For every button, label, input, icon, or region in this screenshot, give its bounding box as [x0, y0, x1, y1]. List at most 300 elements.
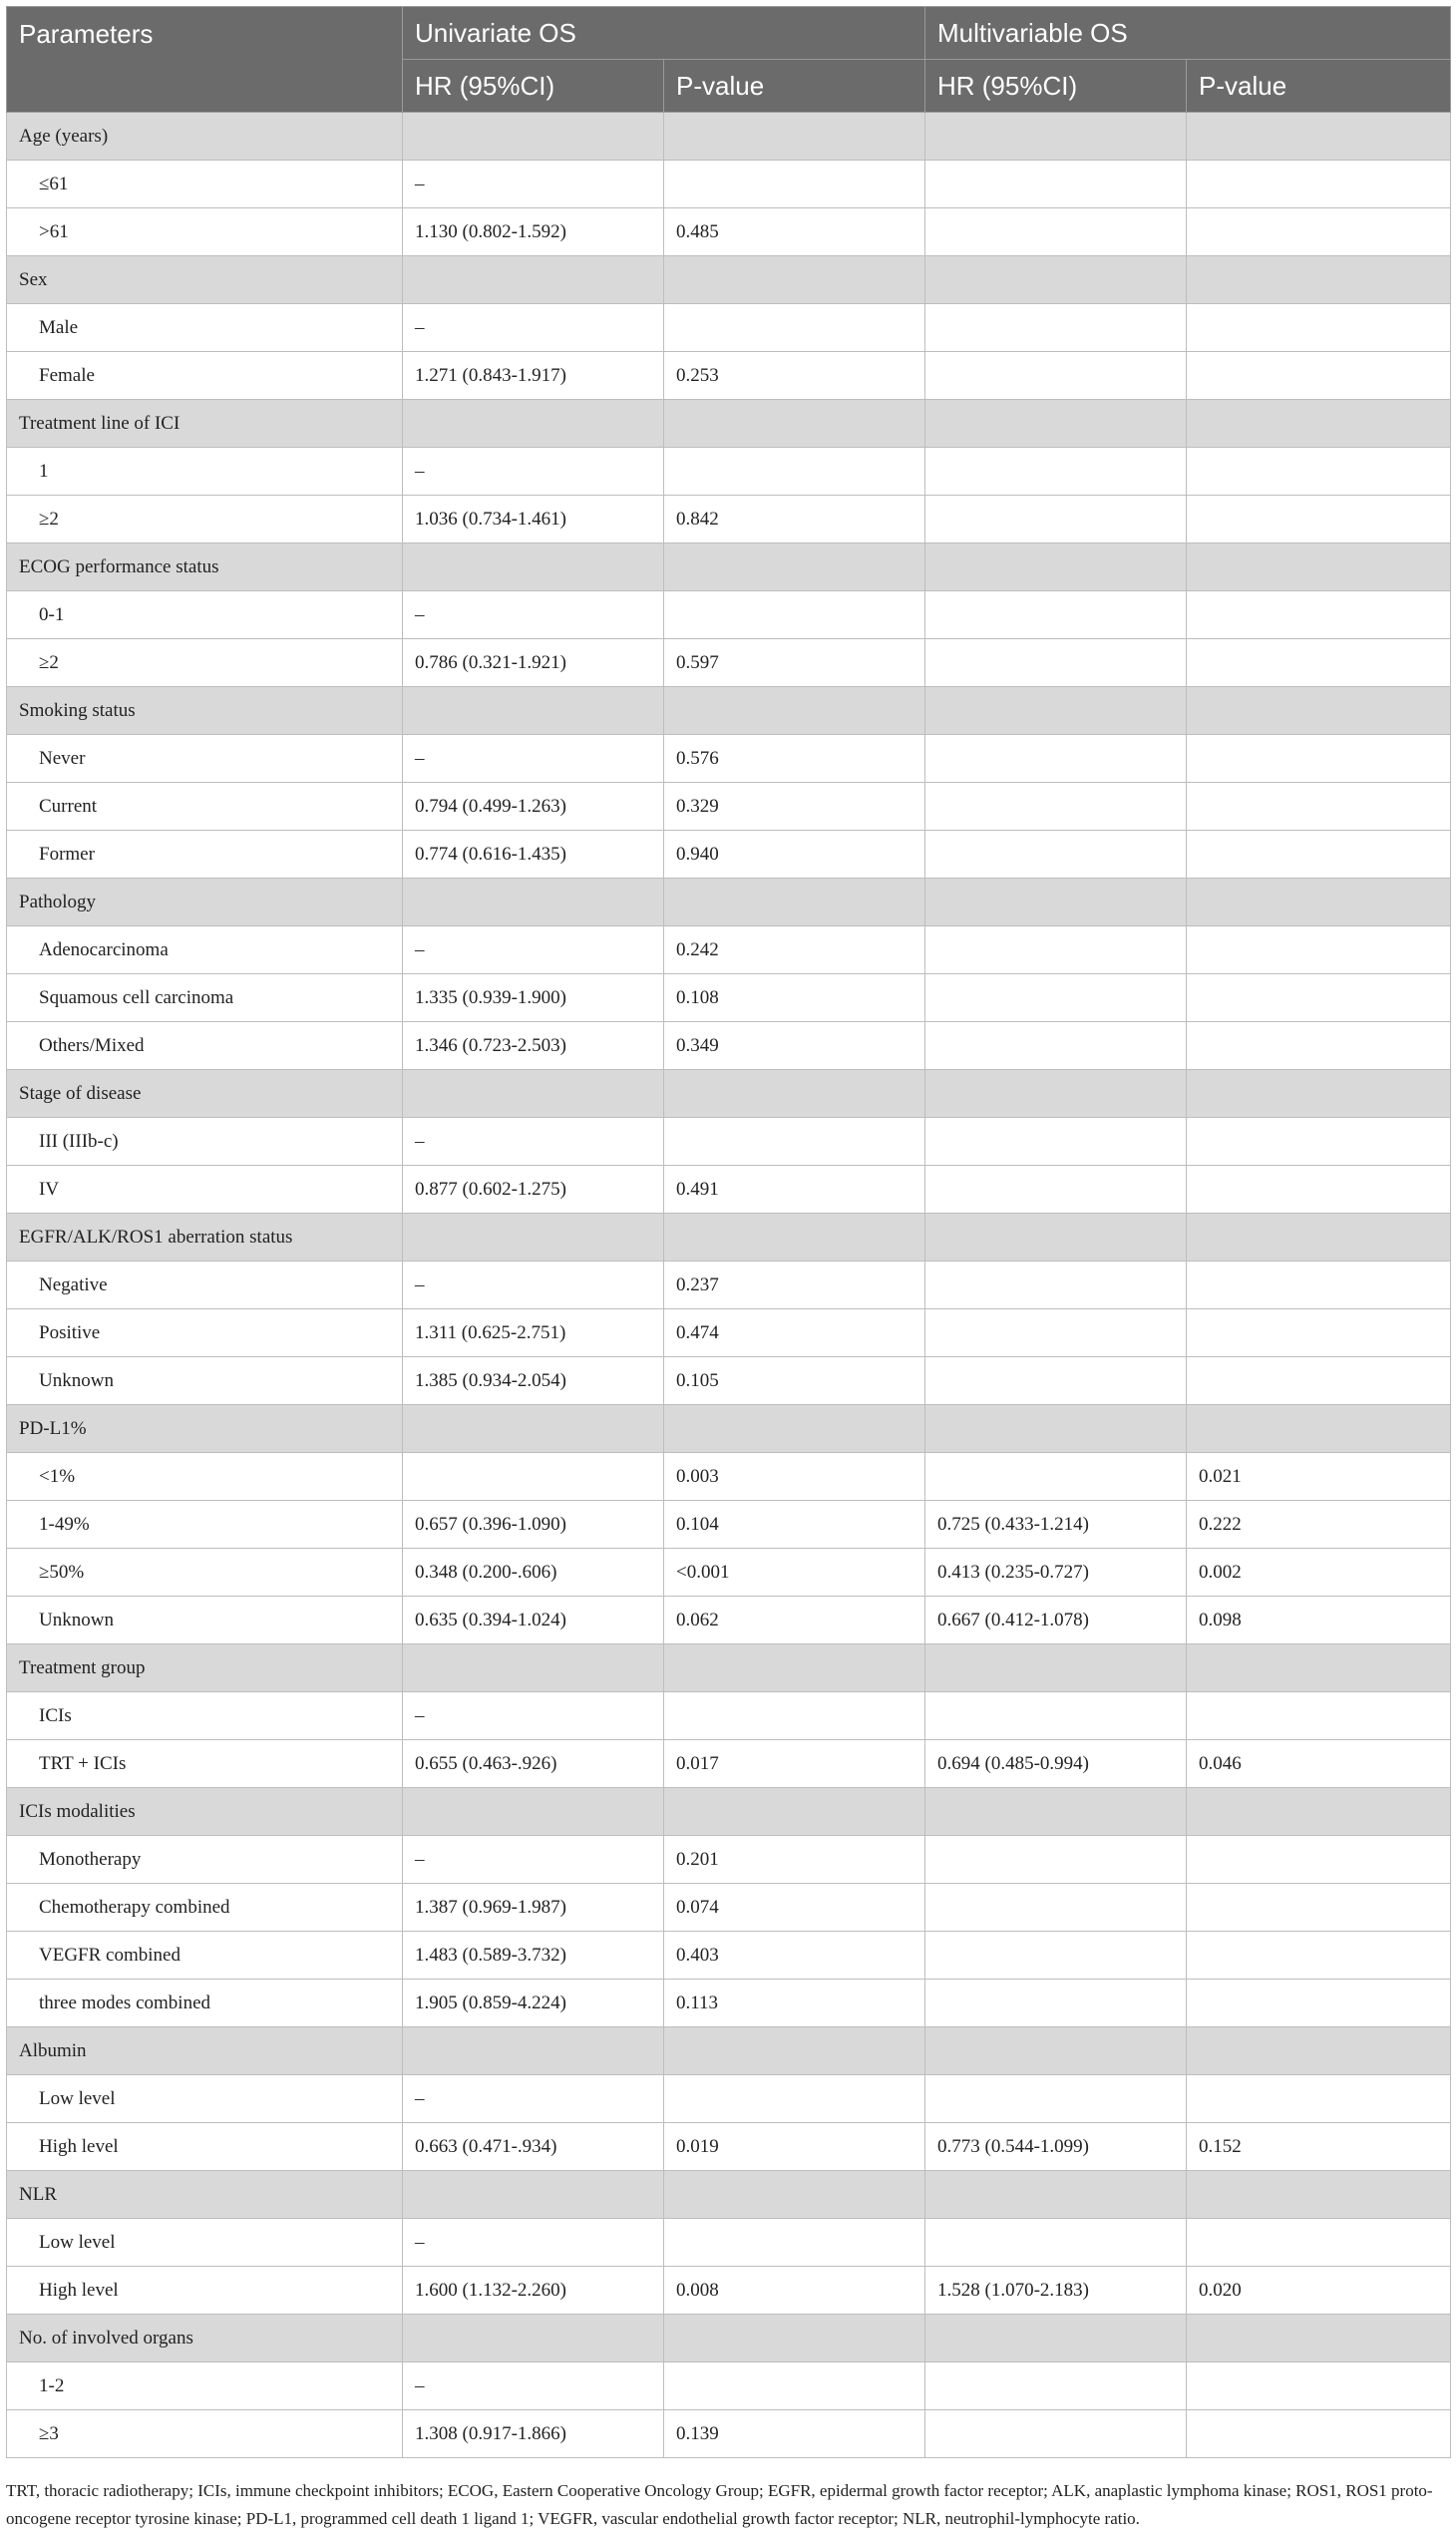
multivariable-p-cell [1187, 1118, 1451, 1166]
row-label: ≥2 [7, 639, 403, 687]
multivariable-hr-cell [925, 926, 1187, 974]
multivariable-p-cell [1187, 1262, 1451, 1309]
row-label: High level [7, 2123, 403, 2171]
multivariable-p-cell [1187, 1932, 1451, 1980]
empty-cell [403, 1405, 664, 1453]
univariate-p-cell [664, 2075, 925, 2123]
univariate-p-cell: 0.491 [664, 1166, 925, 1214]
univariate-hr-cell: – [403, 1836, 664, 1884]
multivariable-hr-cell [925, 1980, 1187, 2027]
table-row [7, 1453, 1451, 1501]
empty-cell [925, 1788, 1187, 1836]
row-label: Low level [7, 2219, 403, 2267]
group-label: EGFR/ALK/ROS1 aberration status [7, 1214, 403, 1262]
table-row [7, 639, 1451, 687]
univariate-p-cell [664, 2219, 925, 2267]
multivariable-p-cell [1187, 2075, 1451, 2123]
table-footnote: TRT, thoracic radiotherapy; ICIs, immune checkpoint inhibitors; ECOG, Eastern Cooperative Oncology Group; EGFR, epidermal growth factor receptor; ALK, anaplastic lymphoma kinase; ROS1, ROS1 proto-oncogene receptor tyrosine kinase; PD-L1, programmed cell death 1 ligand 1; VEGFR, vascular endothelial growth factor receptor; NLR, neutrophil-lymphocyte ratio. [6, 2481, 1433, 2528]
group-label: Smoking status [7, 687, 403, 735]
header-univariate-hr: HR (95%CI) [403, 60, 664, 113]
univariate-p-cell: 0.237 [664, 1262, 925, 1309]
row-label: VEGFR combined [7, 1932, 403, 1980]
empty-cell [664, 879, 925, 926]
multivariable-hr-cell: 0.725 (0.433-1.214) [925, 1501, 1187, 1549]
multivariable-hr-cell: 1.528 (1.070-2.183) [925, 2267, 1187, 2315]
univariate-p-cell: 0.201 [664, 1836, 925, 1884]
row-label: Others/Mixed [7, 1022, 403, 1070]
table-row [7, 1118, 1451, 1166]
multivariable-p-cell [1187, 831, 1451, 879]
table-group-row [7, 113, 1451, 161]
univariate-hr-cell: – [403, 926, 664, 974]
multivariable-p-cell: 0.152 [1187, 2123, 1451, 2171]
empty-cell [925, 2315, 1187, 2362]
table-row [7, 1309, 1451, 1357]
group-label: Treatment group [7, 1644, 403, 1692]
empty-cell [1187, 1788, 1451, 1836]
multivariable-p-cell [1187, 352, 1451, 400]
row-label: Male [7, 304, 403, 352]
multivariable-hr-cell [925, 161, 1187, 208]
table-row [7, 1262, 1451, 1309]
multivariable-hr-cell [925, 1692, 1187, 1740]
multivariable-p-cell [1187, 639, 1451, 687]
row-label: Positive [7, 1309, 403, 1357]
multivariable-p-cell [1187, 1166, 1451, 1214]
empty-cell [403, 879, 664, 926]
multivariable-p-cell: 0.021 [1187, 1453, 1451, 1501]
row-label: Unknown [7, 1357, 403, 1405]
group-label: ECOG performance status [7, 543, 403, 591]
group-label: NLR [7, 2171, 403, 2219]
univariate-hr-cell: 0.663 (0.471-.934) [403, 2123, 664, 2171]
table-row [7, 448, 1451, 496]
row-label: Female [7, 352, 403, 400]
table-row [7, 1980, 1451, 2027]
row-label: >61 [7, 208, 403, 256]
multivariable-hr-cell [925, 304, 1187, 352]
table-row [7, 783, 1451, 831]
univariate-hr-cell: – [403, 1692, 664, 1740]
multivariable-hr-cell [925, 2362, 1187, 2410]
empty-cell [664, 2315, 925, 2362]
row-label: Squamous cell carcinoma [7, 974, 403, 1022]
multivariable-p-cell [1187, 2410, 1451, 2458]
empty-cell [925, 400, 1187, 448]
univariate-p-cell: 0.003 [664, 1453, 925, 1501]
multivariable-p-cell [1187, 1357, 1451, 1405]
empty-cell [1187, 2027, 1451, 2075]
table-row [7, 1022, 1451, 1070]
multivariable-p-cell [1187, 926, 1451, 974]
row-label: 0-1 [7, 591, 403, 639]
univariate-hr-cell: 0.786 (0.321-1.921) [403, 639, 664, 687]
univariate-hr-cell: 1.311 (0.625-2.751) [403, 1309, 664, 1357]
univariate-hr-cell: 1.130 (0.802-1.592) [403, 208, 664, 256]
univariate-p-cell: <0.001 [664, 1549, 925, 1597]
empty-cell [925, 1070, 1187, 1118]
univariate-p-cell: 0.576 [664, 735, 925, 783]
univariate-hr-cell: – [403, 1262, 664, 1309]
univariate-p-cell: 0.017 [664, 1740, 925, 1788]
univariate-hr-cell: – [403, 1118, 664, 1166]
univariate-hr-cell: – [403, 304, 664, 352]
empty-cell [925, 1405, 1187, 1453]
group-label: No. of involved organs [7, 2315, 403, 2362]
row-label: Unknown [7, 1597, 403, 1644]
empty-cell [664, 1644, 925, 1692]
table-row [7, 1692, 1451, 1740]
multivariable-hr-cell [925, 2075, 1187, 2123]
table-row [7, 496, 1451, 543]
table-group-row [7, 400, 1451, 448]
multivariable-p-cell [1187, 1836, 1451, 1884]
multivariable-p-cell [1187, 1022, 1451, 1070]
empty-cell [1187, 543, 1451, 591]
empty-cell [403, 543, 664, 591]
univariate-hr-cell: – [403, 591, 664, 639]
univariate-p-cell: 0.062 [664, 1597, 925, 1644]
table-group-row [7, 543, 1451, 591]
multivariable-hr-cell [925, 1884, 1187, 1932]
univariate-p-cell: 0.113 [664, 1980, 925, 2027]
univariate-p-cell [664, 1692, 925, 1740]
empty-cell [403, 1070, 664, 1118]
empty-cell [403, 1214, 664, 1262]
univariate-hr-cell: 0.348 (0.200-.606) [403, 1549, 664, 1597]
empty-cell [664, 256, 925, 304]
empty-cell [664, 2171, 925, 2219]
multivariable-p-cell [1187, 496, 1451, 543]
header-multivariable-os: Multivariable OS [925, 7, 1451, 60]
multivariable-p-cell: 0.222 [1187, 1501, 1451, 1549]
group-label: Albumin [7, 2027, 403, 2075]
empty-cell [1187, 400, 1451, 448]
table-group-row [7, 2315, 1451, 2362]
header-multivariable-hr: HR (95%CI) [925, 60, 1187, 113]
table-group-row [7, 1405, 1451, 1453]
header-univariate-os: Univariate OS [403, 7, 925, 60]
multivariable-p-cell [1187, 1309, 1451, 1357]
header-parameters: Parameters [7, 7, 403, 113]
empty-cell [925, 113, 1187, 161]
empty-cell [925, 687, 1187, 735]
multivariable-hr-cell [925, 1309, 1187, 1357]
table-group-row [7, 2027, 1451, 2075]
univariate-p-cell: 0.139 [664, 2410, 925, 2458]
multivariable-hr-cell: 0.413 (0.235-0.727) [925, 1549, 1187, 1597]
table-group-row [7, 1214, 1451, 1262]
empty-cell [403, 2027, 664, 2075]
empty-cell [664, 687, 925, 735]
univariate-hr-cell: 1.483 (0.589-3.732) [403, 1932, 664, 1980]
empty-cell [1187, 879, 1451, 926]
univariate-p-cell: 0.597 [664, 639, 925, 687]
univariate-hr-cell: – [403, 2219, 664, 2267]
univariate-hr-cell: 1.600 (1.132-2.260) [403, 2267, 664, 2315]
multivariable-p-cell [1187, 974, 1451, 1022]
table-row [7, 2075, 1451, 2123]
empty-cell [664, 1788, 925, 1836]
univariate-hr-cell: – [403, 735, 664, 783]
empty-cell [1187, 1070, 1451, 1118]
empty-cell [664, 2027, 925, 2075]
multivariable-hr-cell [925, 448, 1187, 496]
group-label: Treatment line of ICI [7, 400, 403, 448]
table-row [7, 1740, 1451, 1788]
empty-cell [925, 1644, 1187, 1692]
univariate-p-cell: 0.104 [664, 1501, 925, 1549]
empty-cell [925, 543, 1187, 591]
multivariable-p-cell [1187, 448, 1451, 496]
multivariable-p-cell [1187, 735, 1451, 783]
multivariable-p-cell [1187, 1980, 1451, 2027]
table-row [7, 2219, 1451, 2267]
group-label: Stage of disease [7, 1070, 403, 1118]
univariate-hr-cell: 1.387 (0.969-1.987) [403, 1884, 664, 1932]
univariate-p-cell: 0.108 [664, 974, 925, 1022]
univariate-p-cell: 0.474 [664, 1309, 925, 1357]
table-group-row [7, 1644, 1451, 1692]
univariate-hr-cell: – [403, 2075, 664, 2123]
empty-cell [1187, 2315, 1451, 2362]
row-label: 1 [7, 448, 403, 496]
table-row [7, 1836, 1451, 1884]
univariate-p-cell [664, 1118, 925, 1166]
table-container [6, 6, 1450, 2458]
univariate-hr-cell: 1.271 (0.843-1.917) [403, 352, 664, 400]
row-label: ≥2 [7, 496, 403, 543]
multivariable-hr-cell: 0.773 (0.544-1.099) [925, 2123, 1187, 2171]
os-analysis-table [6, 6, 1451, 2458]
table-group-row [7, 256, 1451, 304]
row-label: Never [7, 735, 403, 783]
table-body [7, 113, 1451, 2458]
table-row [7, 208, 1451, 256]
multivariable-hr-cell [925, 974, 1187, 1022]
univariate-p-cell: 0.940 [664, 831, 925, 879]
empty-cell [403, 1788, 664, 1836]
multivariable-hr-cell [925, 783, 1187, 831]
univariate-hr-cell: 0.794 (0.499-1.263) [403, 783, 664, 831]
row-label: ≥3 [7, 2410, 403, 2458]
empty-cell [925, 256, 1187, 304]
table-row [7, 2267, 1451, 2315]
empty-cell [664, 1070, 925, 1118]
univariate-hr-cell: – [403, 2362, 664, 2410]
table-group-row [7, 2171, 1451, 2219]
empty-cell [403, 400, 664, 448]
multivariable-hr-cell [925, 735, 1187, 783]
empty-cell [1187, 113, 1451, 161]
univariate-p-cell: 0.008 [664, 2267, 925, 2315]
multivariable-p-cell [1187, 2219, 1451, 2267]
empty-cell [664, 1214, 925, 1262]
empty-cell [925, 1214, 1187, 1262]
empty-cell [1187, 256, 1451, 304]
univariate-p-cell: 0.842 [664, 496, 925, 543]
multivariable-hr-cell [925, 1022, 1187, 1070]
multivariable-hr-cell [925, 1357, 1187, 1405]
univariate-hr-cell: 0.657 (0.396-1.090) [403, 1501, 664, 1549]
univariate-hr-cell [403, 1453, 664, 1501]
table-row [7, 591, 1451, 639]
group-label: Age (years) [7, 113, 403, 161]
row-label: Negative [7, 1262, 403, 1309]
table-row [7, 974, 1451, 1022]
univariate-p-cell [664, 591, 925, 639]
empty-cell [664, 113, 925, 161]
multivariable-p-cell: 0.046 [1187, 1740, 1451, 1788]
table-group-row [7, 687, 1451, 735]
multivariable-hr-cell [925, 496, 1187, 543]
table-row [7, 735, 1451, 783]
group-label: Pathology [7, 879, 403, 926]
header-row-top [7, 7, 1451, 60]
multivariable-p-cell [1187, 1692, 1451, 1740]
multivariable-hr-cell [925, 1262, 1187, 1309]
univariate-p-cell: 0.074 [664, 1884, 925, 1932]
table-row [7, 161, 1451, 208]
empty-cell [1187, 1214, 1451, 1262]
row-label: TRT + ICIs [7, 1740, 403, 1788]
univariate-hr-cell: 1.346 (0.723-2.503) [403, 1022, 664, 1070]
empty-cell [403, 2171, 664, 2219]
multivariable-hr-cell: 0.667 (0.412-1.078) [925, 1597, 1187, 1644]
table-row [7, 1549, 1451, 1597]
row-label: Monotherapy [7, 1836, 403, 1884]
multivariable-p-cell: 0.020 [1187, 2267, 1451, 2315]
univariate-hr-cell: – [403, 161, 664, 208]
univariate-p-cell: 0.105 [664, 1357, 925, 1405]
header-multivariable-p: P-value [1187, 60, 1451, 113]
empty-cell [403, 113, 664, 161]
row-label: <1% [7, 1453, 403, 1501]
multivariable-hr-cell [925, 831, 1187, 879]
univariate-hr-cell: 1.036 (0.734-1.461) [403, 496, 664, 543]
table-row [7, 304, 1451, 352]
table-row [7, 2123, 1451, 2171]
empty-cell [925, 2171, 1187, 2219]
multivariable-hr-cell [925, 639, 1187, 687]
empty-cell [403, 2315, 664, 2362]
multivariable-hr-cell [925, 1932, 1187, 1980]
univariate-hr-cell: 0.635 (0.394-1.024) [403, 1597, 664, 1644]
multivariable-p-cell [1187, 208, 1451, 256]
univariate-p-cell: 0.485 [664, 208, 925, 256]
univariate-hr-cell: 1.385 (0.934-2.054) [403, 1357, 664, 1405]
multivariable-p-cell [1187, 1884, 1451, 1932]
multivariable-hr-cell [925, 2219, 1187, 2267]
empty-cell [1187, 687, 1451, 735]
row-label: Chemotherapy combined [7, 1884, 403, 1932]
multivariable-p-cell [1187, 591, 1451, 639]
table-row [7, 1501, 1451, 1549]
table-row [7, 1357, 1451, 1405]
univariate-p-cell [664, 2362, 925, 2410]
univariate-hr-cell: 1.905 (0.859-4.224) [403, 1980, 664, 2027]
table-row [7, 1597, 1451, 1644]
row-label: Adenocarcinoma [7, 926, 403, 974]
univariate-p-cell: 0.329 [664, 783, 925, 831]
multivariable-hr-cell [925, 352, 1187, 400]
empty-cell [1187, 1405, 1451, 1453]
univariate-hr-cell: 1.308 (0.917-1.866) [403, 2410, 664, 2458]
table-row [7, 2362, 1451, 2410]
univariate-hr-cell: 1.335 (0.939-1.900) [403, 974, 664, 1022]
univariate-p-cell: 0.253 [664, 352, 925, 400]
univariate-p-cell: 0.019 [664, 2123, 925, 2171]
row-label: III (IIIb-c) [7, 1118, 403, 1166]
empty-cell [925, 2027, 1187, 2075]
row-label: Low level [7, 2075, 403, 2123]
univariate-p-cell: 0.242 [664, 926, 925, 974]
univariate-p-cell [664, 161, 925, 208]
row-label: Current [7, 783, 403, 831]
multivariable-hr-cell [925, 591, 1187, 639]
empty-cell [1187, 1644, 1451, 1692]
univariate-hr-cell: – [403, 448, 664, 496]
multivariable-hr-cell [925, 1453, 1187, 1501]
table-group-row [7, 1070, 1451, 1118]
header-univariate-p: P-value [664, 60, 925, 113]
table-group-row [7, 879, 1451, 926]
univariate-hr-cell: 0.877 (0.602-1.275) [403, 1166, 664, 1214]
table-group-row [7, 1788, 1451, 1836]
univariate-hr-cell: 0.655 (0.463-.926) [403, 1740, 664, 1788]
group-label: ICIs modalities [7, 1788, 403, 1836]
table-row [7, 1884, 1451, 1932]
multivariable-p-cell: 0.098 [1187, 1597, 1451, 1644]
row-label: three modes combined [7, 1980, 403, 2027]
row-label: ≥50% [7, 1549, 403, 1597]
multivariable-p-cell [1187, 304, 1451, 352]
empty-cell [664, 1405, 925, 1453]
multivariable-p-cell [1187, 161, 1451, 208]
table-row [7, 926, 1451, 974]
row-label: IV [7, 1166, 403, 1214]
multivariable-hr-cell [925, 1118, 1187, 1166]
empty-cell [1187, 2171, 1451, 2219]
multivariable-p-cell [1187, 2362, 1451, 2410]
univariate-p-cell: 0.403 [664, 1932, 925, 1980]
empty-cell [664, 543, 925, 591]
row-label: 1-49% [7, 1501, 403, 1549]
empty-cell [925, 879, 1187, 926]
multivariable-hr-cell: 0.694 (0.485-0.994) [925, 1740, 1187, 1788]
group-label: PD-L1% [7, 1405, 403, 1453]
row-label: ≤61 [7, 161, 403, 208]
multivariable-hr-cell [925, 1836, 1187, 1884]
empty-cell [403, 1644, 664, 1692]
table-row [7, 831, 1451, 879]
row-label: ICIs [7, 1692, 403, 1740]
table-row [7, 1166, 1451, 1214]
univariate-hr-cell: 0.774 (0.616-1.435) [403, 831, 664, 879]
multivariable-hr-cell [925, 1166, 1187, 1214]
multivariable-hr-cell [925, 2410, 1187, 2458]
empty-cell [664, 400, 925, 448]
univariate-p-cell [664, 304, 925, 352]
group-label: Sex [7, 256, 403, 304]
multivariable-p-cell [1187, 783, 1451, 831]
table-header [7, 7, 1451, 113]
univariate-p-cell: 0.349 [664, 1022, 925, 1070]
univariate-p-cell [664, 448, 925, 496]
table-row [7, 2410, 1451, 2458]
multivariable-hr-cell [925, 208, 1187, 256]
row-label: High level [7, 2267, 403, 2315]
